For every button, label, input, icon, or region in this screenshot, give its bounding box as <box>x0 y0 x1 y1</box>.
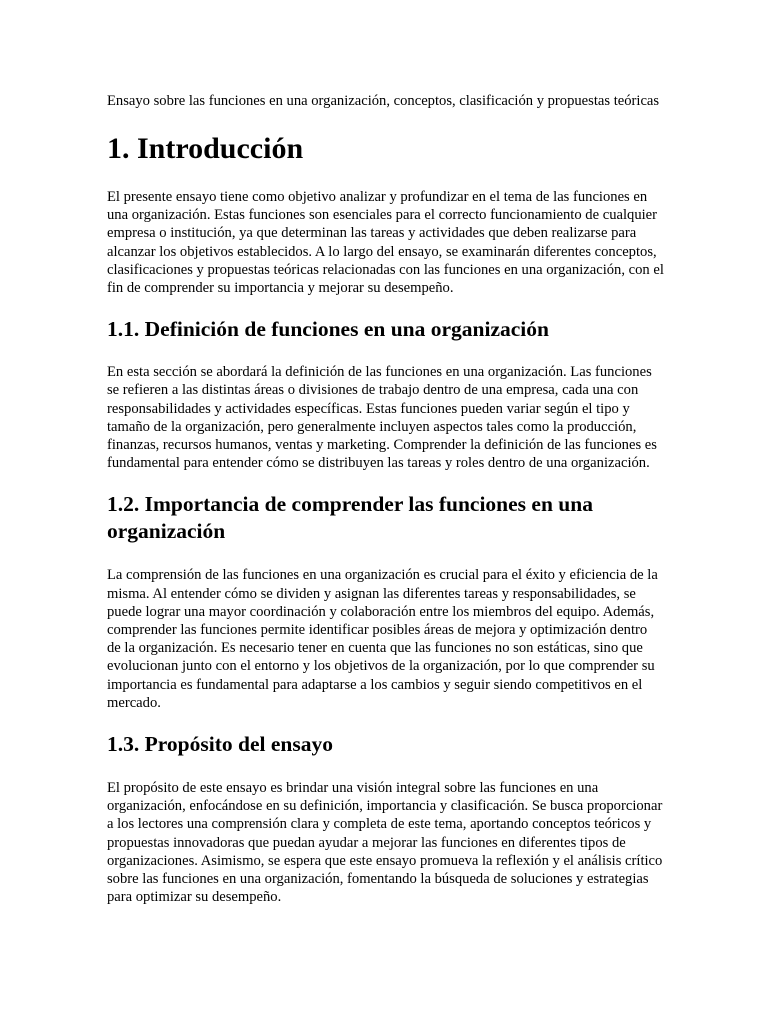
section-heading-importancia: 1.2. Importancia de comprender las funciones en una organización <box>107 492 593 544</box>
section-heading-introduccion: 1. Introducción <box>107 132 304 165</box>
section-heading-definicion: 1.1. Definición de funciones en una organización <box>107 317 549 342</box>
section-paragraph-importancia: La comprensión de las funciones en una organización es crucial para el éxito y eficiencia de la misma. Al entender cómo se dividen y asignan las diferentes tareas y responsabilidades, se puede lograr una mayor coordinación y colaboración entre los miembros del equipo. Además, comprender las funciones permite identificar posibles áreas de mejora y optimización dentro de la organización. Es necesario tener en cuenta que las funciones no son estáticas, sino que evolucionan junto con el entorno y los objetivos de la organización, por lo que comprender su importancia es fundamental para adaptarse a los cambios y seguir siendo competitivos en el mercado. <box>107 567 658 711</box>
section-heading-proposito: 1.3. Propósito del ensayo <box>107 732 333 757</box>
section-paragraph-definicion: En esta sección se abordará la definición de las funciones en una organización. Las funciones se refieren a las distintas áreas o divisiones de trabajo dentro de una empresa, cada una con responsabilidades y actividades específicas. Estas funciones pueden variar según el tipo y tamaño de la organización, pero generalmente incluyen aspectos tales como la producción, finanzas, recursos humanos, ventas y marketing. Comprender la definición de las funciones es fundamental para entender cómo se distribuyen las tareas y roles dentro de una organización. <box>107 364 657 472</box>
section-paragraph-proposito: El propósito de este ensayo es brindar una visión integral sobre las funciones en una organización, enfocándose en su definición, importancia y clasificación. Se busca proporcionar a los lectores una comprensión clara y completa de este tema, aportando conceptos teóricos y propuestas innovadoras que puedan ayudar a mejorar las funciones en diferentes tipos de organizaciones. Asimismo, se espera que este ensayo promueva la reflexión y el análisis crítico sobre las funciones en una organización, fomentando la búsqueda de soluciones y estrategias para optimizar su desempeño. <box>107 780 663 906</box>
section-paragraph-introduccion: El presente ensayo tiene como objetivo analizar y profundizar en el tema de las funciones en una organización. Estas funciones son esenciales para el correcto funcionamiento de cualquier empresa o institución, ya que determinan las tareas y actividades que deben realizarse para alcanzar los objetivos establecidos. A lo largo del ensayo, se examinarán diferentes conceptos, clasificaciones y propuestas teóricas relacionadas con las funciones en una organización, con el fin de comprender su importancia y mejorar su desempeño. <box>107 189 664 297</box>
document-header: Ensayo sobre las funciones en una organización, conceptos, clasificación y propuestas teóricas <box>107 93 660 109</box>
